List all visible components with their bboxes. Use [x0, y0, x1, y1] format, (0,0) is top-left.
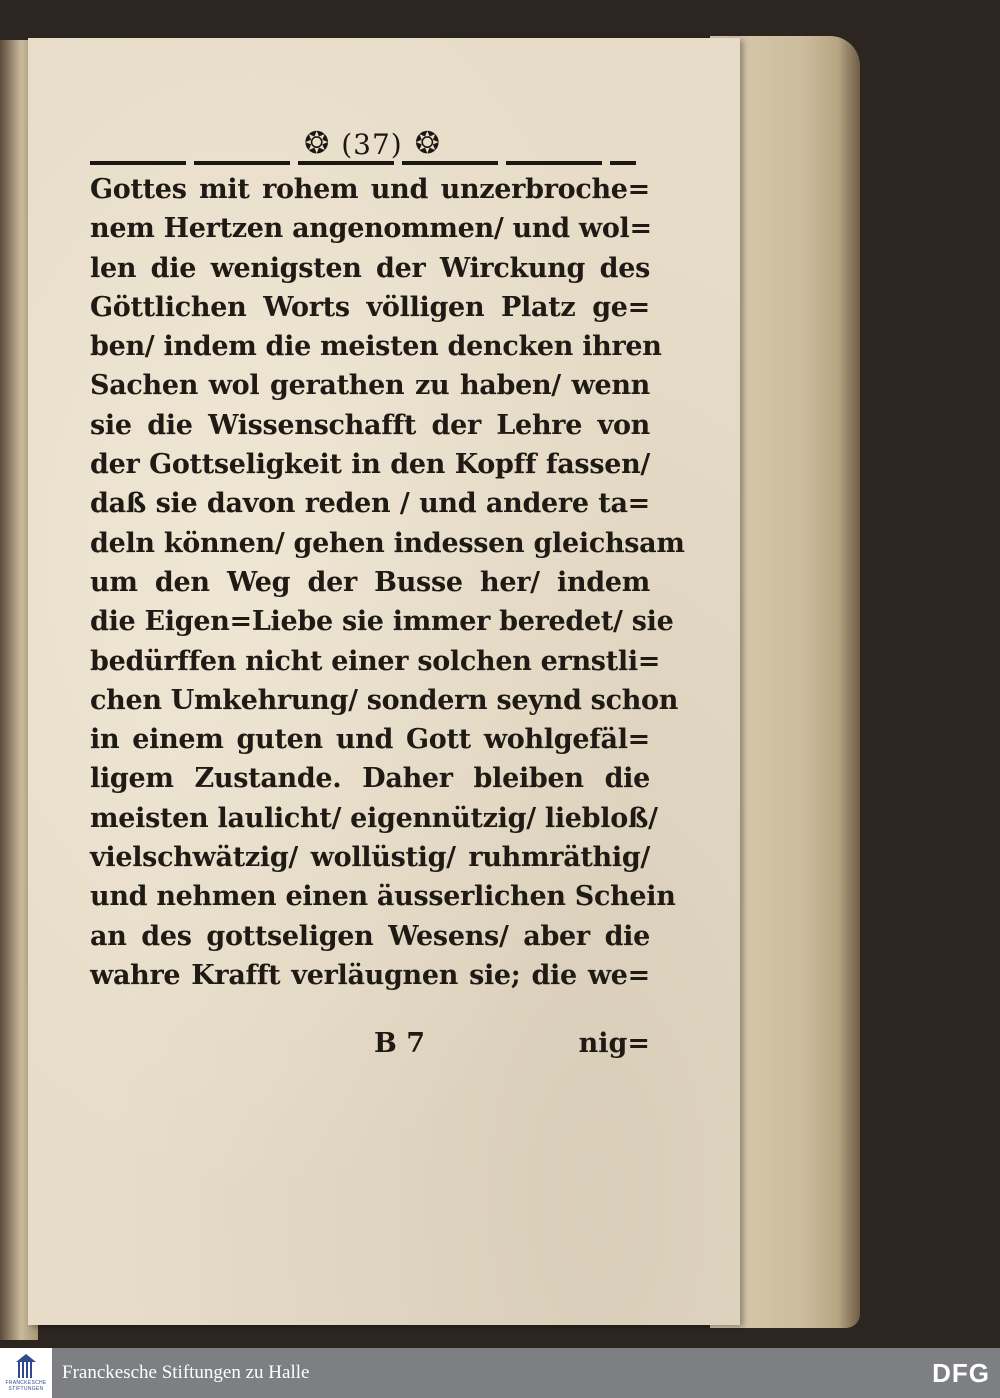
text-line: Göttlichen Worts völligen Platz ge=: [90, 291, 650, 323]
text-line: die Eigen=Liebe sie immer beredet/ sie: [90, 606, 674, 638]
text-line: wahre Krafft verläugnen sie; die we=: [90, 959, 650, 991]
text-line: bedürffen nicht einer solchen ernstli=: [90, 645, 661, 677]
viewer-footer-bar: [0, 1348, 1000, 1398]
page-number: (37): [341, 127, 403, 161]
page-body-text: [90, 170, 685, 995]
signature-mark: B 7: [374, 1028, 426, 1059]
ornament-left-icon: ❂: [304, 126, 330, 161]
book-page: [28, 38, 740, 1325]
text-line: deln können/ gehen indessen gleichsam: [90, 527, 685, 559]
text-line: nem Hertzen angenommen/ und wol=: [90, 213, 652, 245]
page-footer-line: [90, 1028, 650, 1068]
text-line: in einem guten und Gott wohlgefäl=: [90, 724, 650, 756]
text-line: der Gottseligkeit in den Kopff fassen/: [90, 449, 650, 481]
text-line: um den Weg der Busse her/ indem: [90, 566, 650, 598]
text-line: meisten laulicht/ eigennützig/ liebloß/: [90, 802, 658, 834]
institution-name: Franckesche Stiftungen zu Halle: [62, 1362, 310, 1383]
text-line: chen Umkehrung/ sondern seynd schon: [90, 684, 679, 716]
text-line: und nehmen einen äusserlichen Schein: [90, 881, 676, 913]
logo-text-2: STIFTUNGEN: [8, 1386, 44, 1392]
building-icon: [15, 1354, 37, 1380]
header-rule: [90, 161, 636, 165]
text-line: ben/ indem die meisten dencken ihren: [90, 331, 662, 363]
text-line: ligem Zustande. Daher bleiben die: [90, 763, 650, 795]
text-line: vielschwätzig/ wollüstig/ ruhmräthig/: [90, 842, 650, 874]
text-line: Sachen wol gerathen zu haben/ wenn: [90, 370, 650, 402]
ornament-right-icon: ❂: [414, 126, 440, 161]
text-line: sie die Wissenschafft der Lehre von: [90, 409, 650, 441]
text-line: Gottes mit rohem und unzerbroche=: [90, 174, 650, 205]
text-line: len die wenigsten der Wirckung des: [90, 252, 650, 284]
text-line: daß sie davon reden / und andere ta=: [90, 488, 650, 520]
franckesche-stiftungen-logo[interactable]: [0, 1348, 52, 1398]
text-line: an des gottseligen Wesens/ aber die: [90, 920, 650, 952]
dfg-logo[interactable]: DFG: [932, 1358, 990, 1388]
logo-text-1: FRANCKESCHE: [5, 1380, 47, 1386]
catchword: nig=: [578, 1028, 650, 1059]
